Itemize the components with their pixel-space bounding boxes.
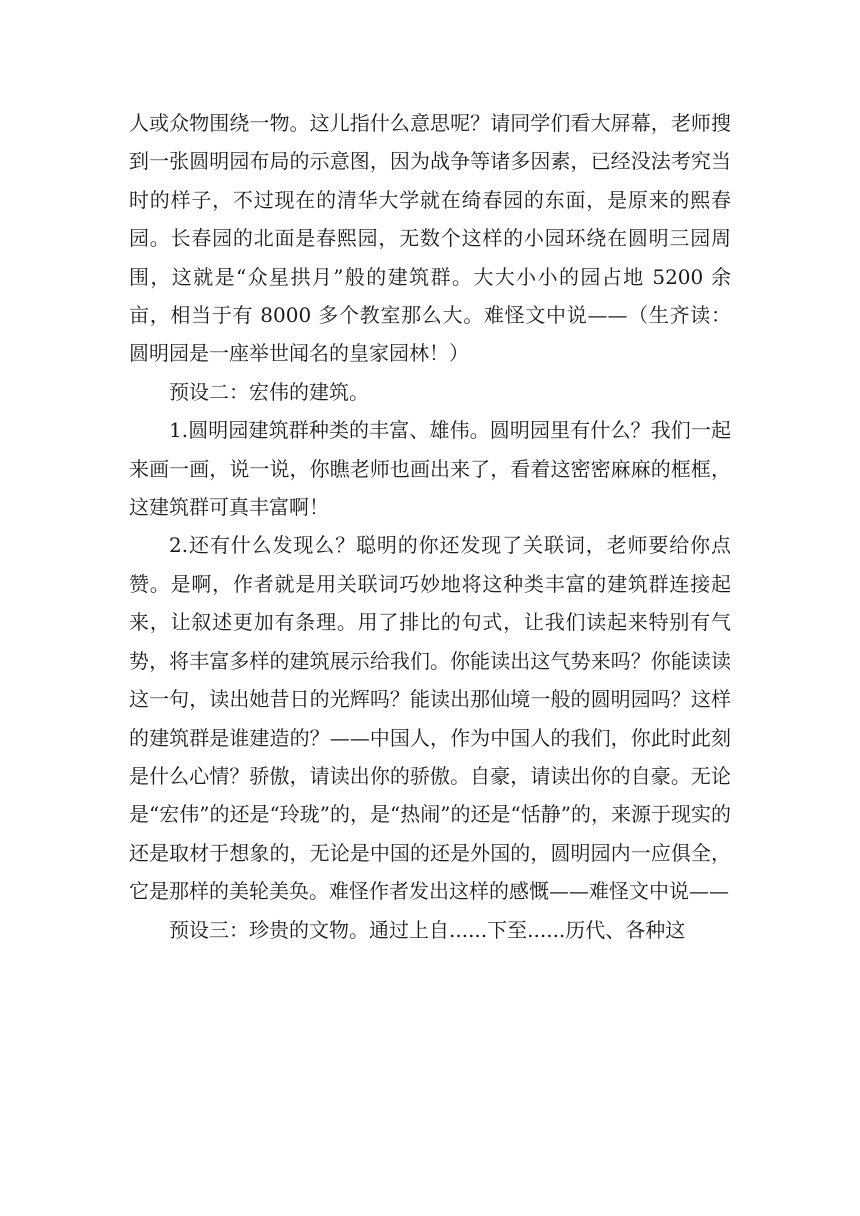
document-body [129,104,731,949]
paragraph-preset-two-heading: 预设二：宏伟的建筑。 [169,379,369,404]
paragraph-conjunction-discovery: 2.还有什么发现么？聪明的你还发现了关联词，老师要给你点赞。是啊，作者就是用关联词巧妙地将这种类丰富的建筑群连接起来，让叙述更加有条理。用了排比的句式，让我们读起来特别有气势，将丰富多样的建筑展示给我们。你能读出这气势来吗？你能读读这一句，读出她昔日的光辉吗？能读出那仙境一般的圆明园吗？这样的建筑群是谁建造的？——中国人，作为中国人的我们，你此时此刻是什么心情？骄傲，请读出你的骄傲。自豪，请读出你的自豪。无论是“宏伟”的还是“玲珑”的，是“热闹”的还是“恬静”的，来源于现实的还是取材于想象的，无论是中国的还是外国的，圆明园内一应俱全，它是那样的美轮美奂。难怪作者发出这样的感慨——难怪文中说—— [129,533,731,904]
paragraph-building-variety: 1.圆明园建筑群种类的丰富、雄伟。圆明园里有什么？我们一起来画一画，说一说，你瞧老师也画出来了，看着这密密麻麻的框框，这建筑群可真丰富啊！ [129,418,731,520]
paragraph-preset-three-heading: 预设三：珍贵的文物。通过上自......下至......历代、各种这 [169,917,686,942]
paragraph-layout-overview: 人或众物围绕一物。这儿指什么意思呢？请同学们看大屏幕，老师搜到一张圆明园布局的示意图，因为战争等诸多因素，已经没法考究当时的样子，不过现在的清华大学就在绮春园的东面，是原来的熙春园。长春园的北面是春熙园，无数个这样的小园环绕在圆明三园周围，这就是“众星拱月”般的建筑群。大大小小的园占地 5200 余亩，相当于有 8000 多个教室那么大。难怪文中说——（生齐读：圆明园是一座举世闻名的皇家园林！） [129,111,731,366]
